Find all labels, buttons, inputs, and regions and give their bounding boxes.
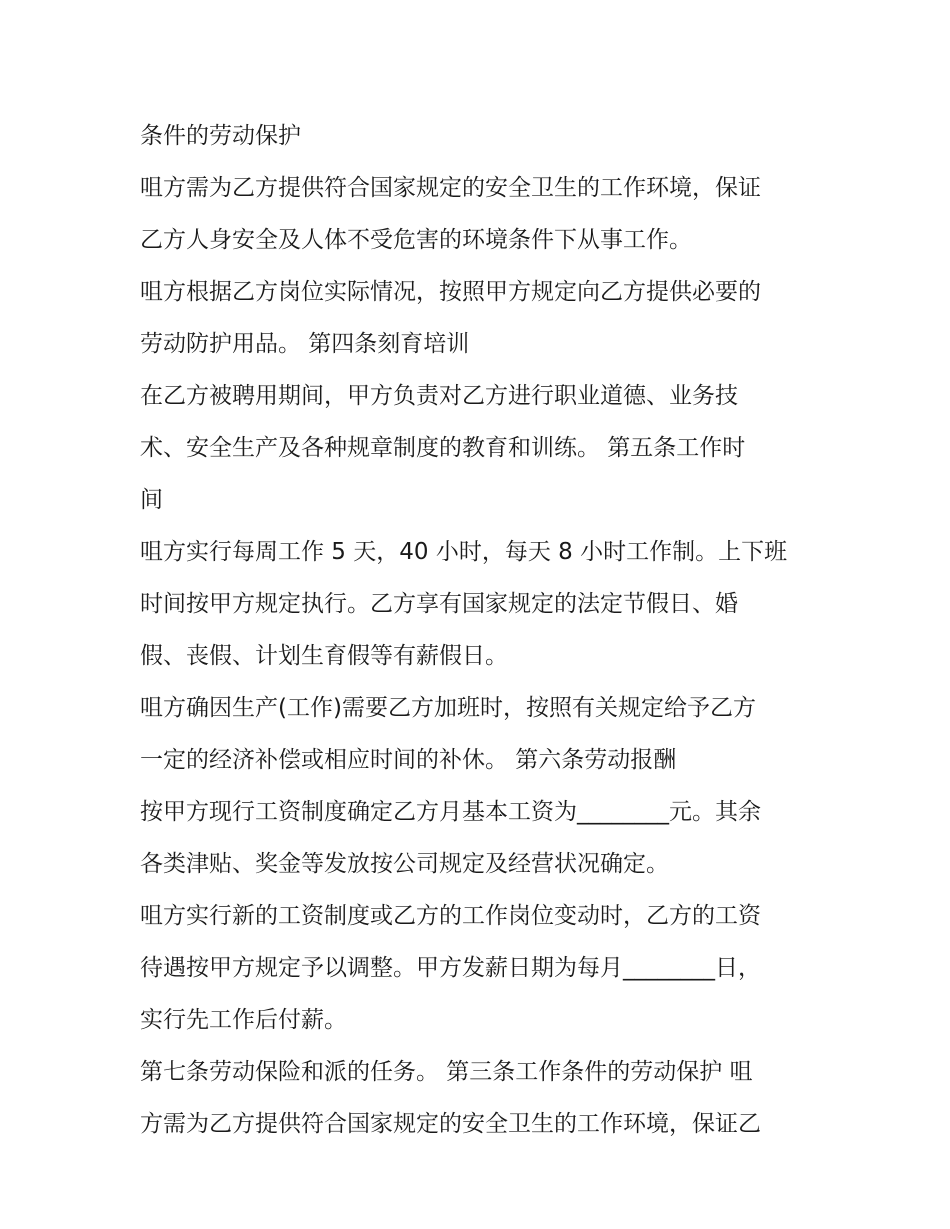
text-line: 咀方需为乙方提供符合国家规定的安全卫生的工作环境，保证: [140, 175, 761, 201]
text-line: 在乙方被聘用期间，甲方负责对乙方进行职业道德、业务技: [140, 383, 738, 409]
text-line: 待遇按甲方规定予以调整。甲方发薪日期为每月________日，: [140, 955, 761, 981]
text-line: 咀方根据乙方岗位实际情况，按照甲方规定向乙方提供必要的: [140, 279, 761, 305]
text-line: 第七条劳动保险和派的任务。 第三条工作条件的劳动保护 咀: [140, 1059, 753, 1085]
text-line: 咀方确因生产(工作)需要乙方加班时，按照有关规定给予乙方: [140, 695, 756, 721]
text-line: 按甲方现行工资制度确定乙方月基本工资为________元。其余: [140, 799, 761, 825]
text-line: 间: [140, 487, 163, 513]
text-line: 咀方实行每周工作 5 天，40 小时，每天 8 小时工作制。上下班: [140, 539, 788, 565]
text-line: 实行先工作后付薪。: [140, 1007, 347, 1033]
text-line: 条件的劳动保护: [140, 123, 301, 149]
text-line: 时间按甲方规定执行。乙方享有国家规定的法定节假日、婚: [140, 591, 738, 617]
document-body: [140, 110, 820, 1150]
text-line: 方需为乙方提供符合国家规定的安全卫生的工作环境，保证乙: [140, 1111, 761, 1137]
text-line: 咀方实行新的工资制度或乙方的工作岗位变动时，乙方的工资: [140, 903, 761, 929]
text-line: 劳动防护用品。 第四条刻育培训: [140, 331, 470, 357]
text-line: 乙方人身安全及人体不受危害的环境条件下从事工作。: [140, 227, 692, 253]
text-line: 一定的经济补偿或相应时间的补休。 第六条劳动报酬: [140, 747, 677, 773]
text-line: 假、丧假、计划生育假等有薪假日。: [140, 643, 508, 669]
text-line: 术、安全生产及各种规章制度的教育和训练。 第五条工作时: [140, 435, 746, 461]
text-line: 各类津贴、奖金等发放按公司规定及经营状况确定。: [140, 851, 669, 877]
